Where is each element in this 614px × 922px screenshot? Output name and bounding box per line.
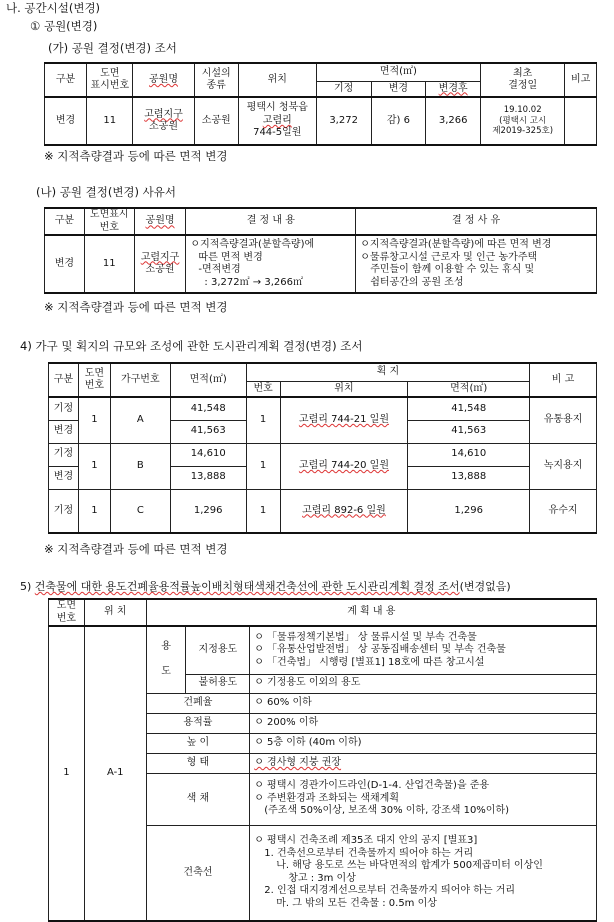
col-reason: 결 정 사 유 [356,208,597,235]
hyeongtae-label: 형 태 [146,753,250,773]
col-note: 비고 [565,63,597,97]
jijeong-label: 지정용도 [186,626,250,674]
nopi-item: ㅇ 5층 이하 (40m 이하) [250,733,597,753]
row-c-dm: 1 [78,489,110,533]
yongjeok-label: 용적률 [146,713,250,733]
row-a-area1: 41,548 [170,397,246,420]
bldg-title: 5) 건축물에 대한 용도건폐율용적률높이배치형태색채건축선에 관한 도시관리계획 결정 조서(변경없음) [20,580,511,593]
col-dm: 도면 번호 [78,363,110,397]
bldg-table [48,598,597,922]
col-name: 공원명 [133,63,194,97]
park-decision-table [44,62,597,146]
col-area: 면적(㎡) [170,363,246,397]
col-dm: 도면 번호 [49,599,85,626]
row-b-harea2: 13,888 [408,466,530,489]
col-loc: 위 치 [84,599,146,626]
row-name: 고렴지구 소공원 [133,97,194,145]
row-a-loc: 고렴리 744-21 일원 [280,397,408,443]
park-reason-table [44,207,597,294]
row-c-note: 유수지 [530,489,597,533]
row-gubun: 변경 [45,235,85,293]
hyeongtae-item: ㅇ 경사형 지붕 권장 [250,753,597,773]
geonchukseon-items: ㅇ 평택시 건축조례 제35조 대지 안의 공지 [별표3] 1. 건축선으로부터 건축물까지 띄어야 하는 거리 나. 해당 용도로 쓰는 바닥면적의 합계가 500제곱미터 이상인 창고 : 3m 이상 2. 인접 대지경계선으로부터 건축물까지 띄어야 하는 거리 마. 그 밖의 모든 건축물 : 0.5m 이상 [250,825,597,921]
row-b-dm: 1 [78,443,110,489]
park-title: ① 공원(변경) [30,19,98,33]
park-na-footnote: ※ 지적측량결과 등에 따른 면적 변경 [44,300,228,314]
col-content: 결 정 내 용 [186,208,356,235]
geonchukseon-label: 건축선 [146,825,250,921]
row-a-dm: 1 [78,397,110,443]
col-loc: 위치 [238,63,316,97]
col-kind: 시설의 종류 [194,63,238,97]
park-ga-title: (가) 공원 결정(변경) 조서 [48,41,177,55]
row-a-area2: 41,563 [170,420,246,443]
row-gubun: 변경 [45,97,87,145]
row-no: 11 [84,235,134,293]
col-after: 변경후 [426,81,481,97]
col-plan: 계 획 내 용 [146,599,596,626]
row-loc: 평택시 청북읍 고렴리 744-5일원 [238,97,316,145]
col-no: 도면표시 번호 [84,208,134,235]
col-loc: 위치 [280,381,408,397]
lot-table [48,362,597,534]
row-c-no: 1 [246,489,280,533]
row-a-harea1: 41,548 [408,397,530,420]
row-c-block: C [110,489,170,533]
bldg-no: 1 [49,626,85,921]
col-first: 최초 결정일 [481,63,565,97]
saekchae-items: ㅇ 평택시 경관가이드라인(D-1-4. 산업건축물)을 준용 ㅇ 주변환경과 조화되는 색채계획 (주조색 50%이상, 보조색 30% 이하, 강조색 10%이하) [250,773,597,825]
row-b-area2: 13,888 [170,466,246,489]
row-reason: ㅇ지적측량결과(분할측량)에 따른 면적 변경 ㅇ물류창고시설 근로자 및 인근 농가주택 주민들이 함께 이용할 수 있는 휴식 및 쉼터공간의 공원 조성 [356,235,597,293]
yongdo-label: 용 도 [146,626,186,693]
park-ga-footnote: ※ 지적측량결과 등에 따른 면적 변경 [44,149,228,163]
bulheo-item: ㅇ 기정용도 이외의 용도 [250,674,597,693]
row-a-note: 유통용지 [530,397,597,443]
row-b-note: 녹지용지 [530,443,597,489]
col-block: 가구번호 [110,363,170,397]
bldg-loc: A-1 [84,626,146,921]
row-a-block: A [110,397,170,443]
col-change: 변경 [371,81,426,97]
col-note: 비 고 [530,363,597,397]
nopi-label: 높 이 [146,733,250,753]
row-c-existing: 기정 [49,489,79,533]
col-no: 번호 [246,381,280,397]
col-domyeon: 도면 표시번호 [87,63,133,97]
saekchae-label: 색 채 [146,773,250,825]
row-change: 감) 6 [371,97,426,145]
row-a-change: 변경 [49,420,79,443]
col-hoekji: 획 지 [246,363,529,381]
lot-footnote: ※ 지적측량결과 등에 따른 면적 변경 [44,542,228,556]
row-b-existing: 기정 [49,443,79,466]
row-b-harea1: 14,610 [408,443,530,466]
row-kind: 소공원 [194,97,238,145]
col-gubun: 구분 [45,63,87,97]
row-content: ㅇ지적측량결과(분할측량)에 따른 면적 변경 -면적변경 : 3,272㎡ → 3,266㎡ [186,235,356,293]
row-first: 19.10.02 (평택시 고시 제2019-325호) [481,97,565,145]
row-existing: 3,272 [316,97,371,145]
col-gubun: 구분 [49,363,79,397]
geonpye-item: ㅇ 60% 이하 [250,693,597,713]
bulheo-label: 불허용도 [186,674,250,693]
lot-title: 4) 가구 및 획지의 규모와 조성에 관한 도시관리계획 결정(변경) 조서 [20,339,363,353]
row-c-area: 1,296 [170,489,246,533]
row-c-loc: 고렴리 892-6 일원 [280,489,408,533]
row-a-existing: 기정 [49,397,79,420]
row-a-no: 1 [246,397,280,443]
col-gubun: 구분 [45,208,85,235]
row-b-loc: 고렴리 744-20 일원 [280,443,408,489]
yongjeok-item: ㅇ 200% 이하 [250,713,597,733]
row-after: 3,266 [426,97,481,145]
row-a-harea2: 41,563 [408,420,530,443]
col-area: 면적(㎡) [316,63,480,81]
row-b-block: B [110,443,170,489]
row-name: 고렴지구 소공원 [134,235,186,293]
row-c-harea: 1,296 [408,489,530,533]
row-b-change: 변경 [49,466,79,489]
col-name: 공원명 [134,208,186,235]
park-na-title: (나) 공원 결정(변경) 사유서 [36,185,177,199]
jijeong-items: ㅇ 「물류정책기본법」 상 물류시설 및 부속 건축물 ㅇ 「유통산업발전법」 상 공동집배송센터 및 부속 건축물 ㅇ 「건축법」 시행령 [별표1] 18호에 따른 창고시설 [250,626,597,674]
row-b-no: 1 [246,443,280,489]
section-title: 나. 공간시설(변경) [6,1,101,15]
row-no: 11 [87,97,133,145]
row-b-area1: 14,610 [170,443,246,466]
row-note [565,97,597,145]
col-harea: 면적(㎡) [408,381,530,397]
geonpye-label: 건폐율 [146,693,250,713]
col-existing: 기정 [316,81,371,97]
